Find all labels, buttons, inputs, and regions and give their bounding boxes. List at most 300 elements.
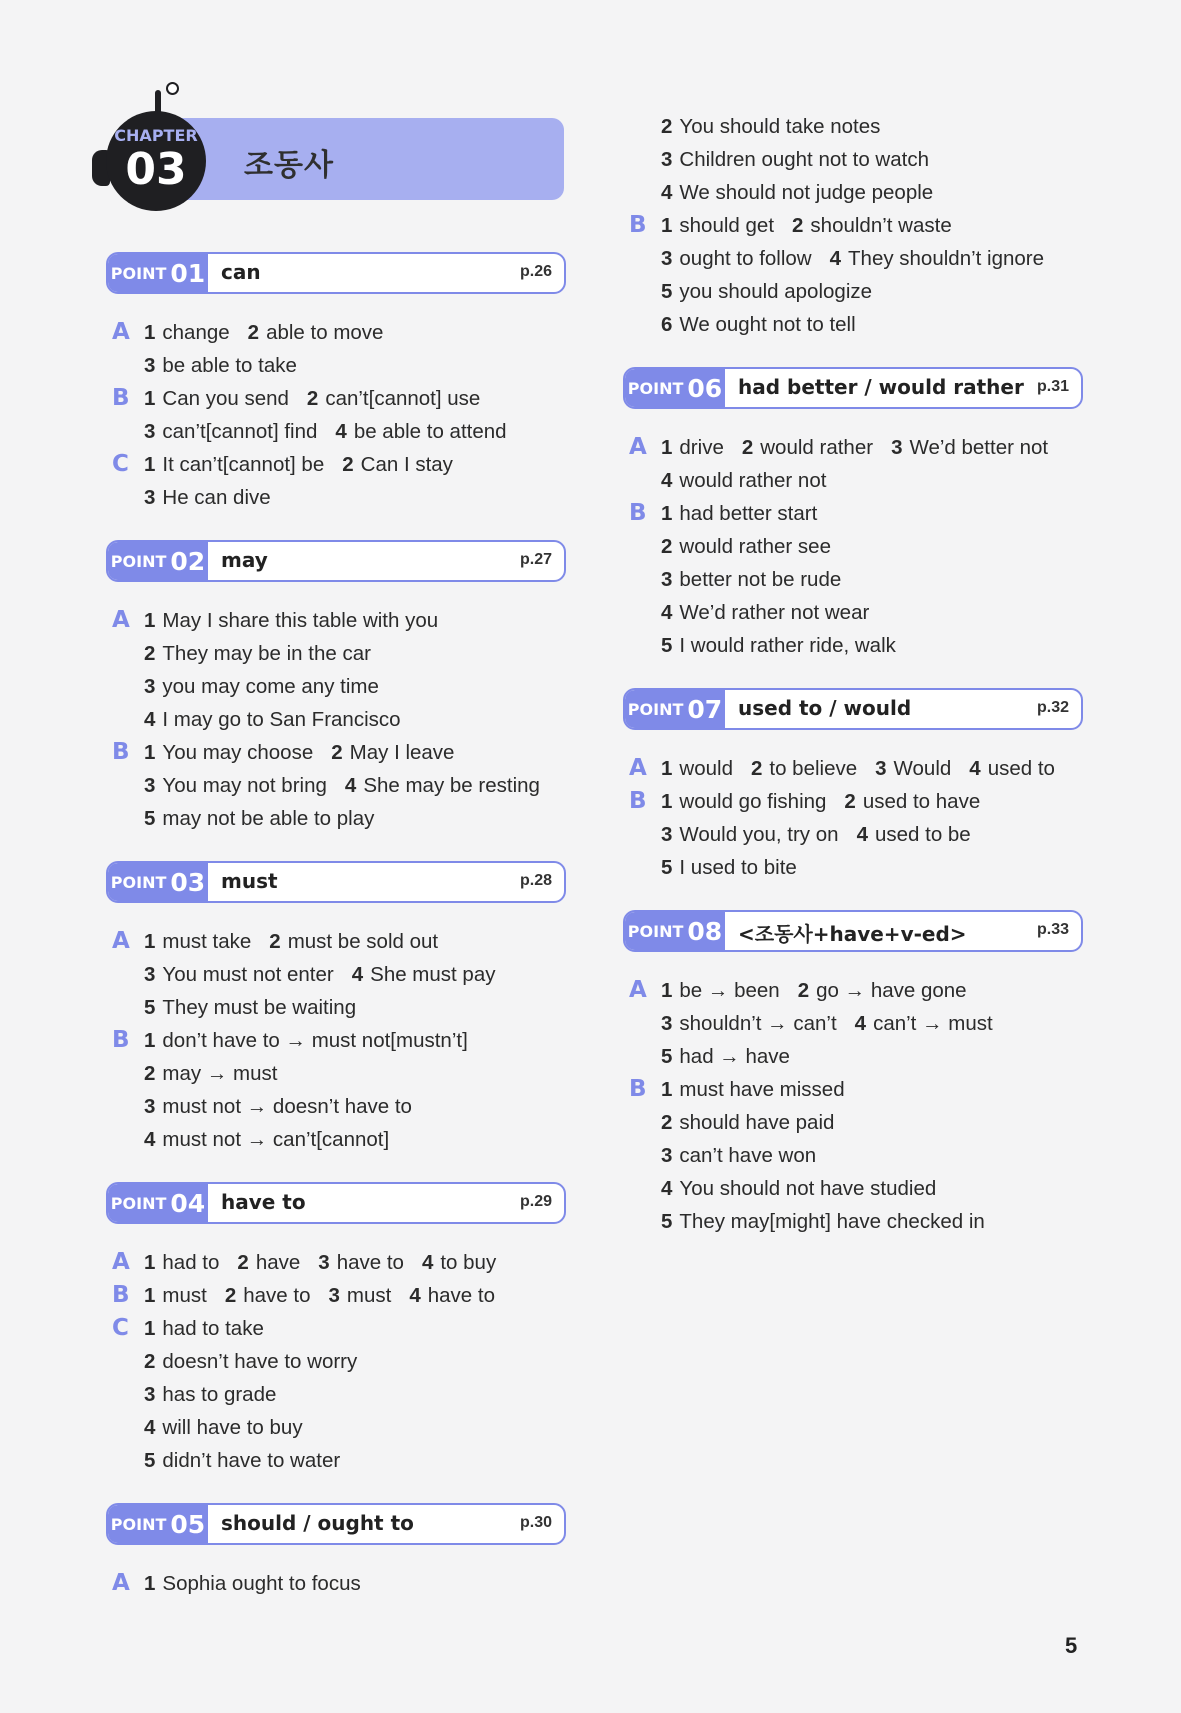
- answer-item: [144, 769, 327, 802]
- item-answer: ought to follow: [679, 247, 812, 270]
- point-number: 03: [170, 867, 206, 897]
- page-number: 5: [1065, 1633, 1078, 1658]
- item-answer: must take: [162, 930, 252, 953]
- badge-knob-icon: [166, 82, 179, 95]
- item-number: 3: [144, 675, 156, 698]
- answer-line: [661, 851, 1083, 884]
- point-group: [623, 910, 1083, 1238]
- item-answer: would: [679, 757, 733, 780]
- answer-line: [144, 382, 566, 415]
- point-tab: [108, 542, 208, 580]
- item-answer: drive: [679, 436, 724, 459]
- item-number: 2: [792, 214, 804, 237]
- answer-item: [345, 769, 540, 802]
- point-page-ref: p.26: [519, 263, 552, 280]
- point-title: should / ought to: [221, 1511, 414, 1535]
- item-answer: He can dive: [162, 486, 271, 509]
- section-letter: B: [629, 500, 647, 526]
- answer-item: [661, 1040, 790, 1073]
- item-answer: You must not enter: [162, 963, 334, 986]
- item-answer: You should not have studied: [679, 1177, 937, 1200]
- item-number: 1: [144, 609, 156, 632]
- point-title: must: [221, 869, 278, 893]
- answer-item: [661, 143, 929, 176]
- point-word: POINT: [110, 263, 167, 283]
- answer-item: [891, 431, 1048, 464]
- item-answer: have: [255, 1251, 301, 1274]
- answer-line: [661, 629, 1083, 662]
- item-number: 3: [318, 1251, 330, 1274]
- section-letter: A: [629, 434, 647, 460]
- item-number: 1: [661, 757, 673, 780]
- item-answer: can’t → must: [873, 1012, 993, 1035]
- item-answer: Children ought not to watch: [679, 148, 929, 171]
- item-answer: would go fishing: [679, 790, 827, 813]
- answer-item: [329, 1279, 392, 1312]
- point-tab: [108, 254, 208, 292]
- answer-item: [144, 637, 371, 670]
- answer-item: [661, 1007, 837, 1040]
- answer-line: [144, 1378, 566, 1411]
- item-number: 2: [144, 1350, 156, 1373]
- answer-item: [409, 1279, 495, 1312]
- answer-line: [144, 670, 566, 703]
- item-answer: has to grade: [162, 1383, 277, 1406]
- answer-item: [857, 818, 971, 851]
- point-title: can: [221, 260, 261, 284]
- answer-line: [144, 349, 566, 382]
- point-group: [106, 861, 566, 1156]
- item-answer: should have paid: [679, 1111, 835, 1134]
- item-number: 2: [144, 642, 156, 665]
- answer-item: [144, 1378, 276, 1411]
- item-answer: be able to take: [162, 354, 297, 377]
- item-number: 2: [741, 436, 754, 459]
- answer-item: [144, 802, 374, 835]
- answer-item: [661, 530, 831, 563]
- item-number: 1: [144, 930, 156, 953]
- item-answer: have to: [243, 1284, 311, 1307]
- answer-section: [106, 604, 566, 736]
- item-number: 3: [144, 774, 156, 797]
- item-number: 2: [661, 115, 673, 138]
- item-answer: You should take notes: [679, 115, 881, 138]
- item-number: 1: [144, 1572, 156, 1595]
- answer-item: [144, 349, 297, 382]
- item-number: 2: [269, 930, 281, 953]
- item-number: 1: [661, 502, 673, 525]
- item-number: 2: [331, 741, 343, 764]
- answer-line: [144, 637, 566, 670]
- item-answer: They may[might] have checked in: [679, 1210, 985, 1233]
- item-answer: shouldn’t → can’t: [679, 1012, 837, 1035]
- item-number: 3: [661, 247, 673, 270]
- point-number: 07: [687, 694, 723, 724]
- point-page-ref: p.31: [1036, 378, 1069, 395]
- answer-line: [661, 563, 1083, 596]
- point-header: [106, 1503, 566, 1545]
- answer-item: [144, 925, 251, 958]
- answer-item: [661, 275, 872, 308]
- answer-item: [144, 736, 313, 769]
- answer-item: [798, 974, 967, 1007]
- chapter-number: 03: [125, 144, 187, 195]
- item-answer: will have to buy: [162, 1416, 303, 1439]
- item-number: 1: [144, 453, 156, 476]
- answer-line: [144, 1246, 566, 1279]
- answer-line: [661, 110, 1083, 143]
- answer-line: [661, 143, 1083, 176]
- section-letter: C: [112, 451, 129, 477]
- point-tab: [108, 863, 208, 901]
- right-column-points: [623, 367, 1083, 1238]
- section-letter: B: [629, 1076, 647, 1102]
- answer-item: [792, 209, 952, 242]
- answer-item: [661, 563, 841, 596]
- point-word: POINT: [110, 872, 167, 892]
- item-answer: may not be able to play: [162, 807, 375, 830]
- answer-item: [661, 1205, 985, 1238]
- item-answer: may → must: [162, 1062, 278, 1085]
- answer-line: [144, 1024, 566, 1057]
- answer-line: [144, 1444, 566, 1477]
- item-answer: must not → doesn’t have to: [162, 1095, 412, 1118]
- item-number: 1: [661, 1078, 673, 1101]
- item-number: 4: [661, 469, 673, 492]
- point-number: 05: [170, 1509, 206, 1539]
- answer-section: [623, 209, 1083, 341]
- answer-section: [623, 110, 1083, 209]
- right-column-continuation: [623, 110, 1083, 341]
- item-number: 5: [661, 1210, 673, 1233]
- item-answer: would rather: [760, 436, 874, 459]
- item-number: 3: [661, 148, 673, 171]
- point-header: [623, 910, 1083, 952]
- item-answer: They must be waiting: [162, 996, 357, 1019]
- answer-line: [661, 1205, 1083, 1238]
- answer-section: [106, 448, 566, 514]
- item-number: 3: [661, 568, 673, 591]
- item-number: 5: [144, 1449, 156, 1472]
- answer-item: [969, 752, 1055, 785]
- item-answer: She must pay: [370, 963, 496, 986]
- item-answer: have to: [427, 1284, 495, 1307]
- point-header: [623, 367, 1083, 409]
- answer-line: [661, 497, 1083, 530]
- point-word: POINT: [110, 551, 167, 571]
- answer-item: [661, 818, 839, 851]
- item-number: 4: [661, 1177, 673, 1200]
- answer-line: [661, 176, 1083, 209]
- answer-line: [661, 275, 1083, 308]
- item-number: 3: [661, 1012, 673, 1035]
- answer-item: [144, 1312, 264, 1345]
- item-number: 6: [661, 313, 673, 336]
- point-page-ref: p.32: [1036, 699, 1069, 716]
- item-answer: Would: [893, 757, 952, 780]
- answer-item: [144, 1123, 389, 1156]
- answer-line: [144, 1567, 566, 1600]
- item-number: 1: [144, 387, 156, 410]
- item-number: 4: [856, 823, 868, 846]
- item-answer: used to: [987, 757, 1055, 780]
- answer-item: [661, 209, 774, 242]
- answer-item: [855, 1007, 993, 1040]
- point-word: POINT: [627, 378, 684, 398]
- item-number: 4: [344, 774, 357, 797]
- answer-item: [144, 1246, 219, 1279]
- item-number: 4: [661, 601, 673, 624]
- section-letter: B: [112, 1027, 130, 1053]
- item-number: 1: [661, 979, 673, 1002]
- item-number: 4: [969, 757, 981, 780]
- answer-item: [144, 1411, 303, 1444]
- answer-item: [269, 925, 438, 958]
- answer-item: [144, 991, 356, 1024]
- item-answer: They may be in the car: [162, 642, 371, 665]
- answer-item: [661, 110, 880, 143]
- point-word: POINT: [110, 1514, 167, 1534]
- answer-item: [661, 176, 933, 209]
- item-number: 3: [661, 1144, 673, 1167]
- answer-item: [751, 752, 857, 785]
- section-letter: A: [629, 755, 647, 781]
- item-answer: can’t have won: [679, 1144, 817, 1167]
- answer-line: [661, 530, 1083, 563]
- item-number: 4: [421, 1251, 434, 1274]
- item-answer: to buy: [440, 1251, 497, 1274]
- item-number: 1: [144, 1251, 156, 1274]
- answer-item: [661, 974, 780, 1007]
- section-letter: A: [112, 1570, 130, 1596]
- answer-item: [144, 415, 317, 448]
- item-number: 4: [829, 247, 842, 270]
- item-number: 2: [306, 387, 319, 410]
- chapter-banner: [144, 118, 564, 200]
- answer-item: [661, 752, 733, 785]
- chapter-header: [84, 78, 564, 208]
- item-answer: Can you send: [162, 387, 289, 410]
- answer-line: [661, 596, 1083, 629]
- answer-item: [661, 308, 856, 341]
- answer-item: [352, 958, 496, 991]
- item-answer: can’t[cannot] find: [162, 420, 318, 443]
- answer-line: [144, 769, 566, 802]
- item-answer: Can I stay: [360, 453, 453, 476]
- point-header: [106, 1182, 566, 1224]
- answer-section: [106, 1567, 566, 1600]
- answer-item: [342, 448, 453, 481]
- answer-section: [106, 316, 566, 382]
- answer-line: [144, 991, 566, 1024]
- answer-line: [144, 1345, 566, 1378]
- point-header: [106, 861, 566, 903]
- chapter-title: 조동사: [244, 148, 334, 183]
- item-number: 4: [854, 1012, 867, 1035]
- item-answer: be able to attend: [353, 420, 507, 443]
- answer-section: [106, 382, 566, 448]
- item-answer: must have missed: [679, 1078, 845, 1101]
- answer-item: [661, 1073, 845, 1106]
- answer-section: [623, 431, 1083, 497]
- answer-line: [144, 415, 566, 448]
- section-letter: C: [112, 1315, 129, 1341]
- answer-section: [106, 925, 566, 1024]
- answer-section: [623, 785, 1083, 884]
- point-tab: [108, 1184, 208, 1222]
- item-number: 2: [750, 757, 763, 780]
- point-number: 01: [170, 258, 206, 288]
- section-letter: B: [112, 385, 130, 411]
- answer-item: [742, 431, 873, 464]
- item-answer: Would you, try on: [679, 823, 839, 846]
- item-answer: must: [346, 1284, 392, 1307]
- item-answer: should get: [679, 214, 775, 237]
- item-answer: It can’t[cannot] be: [162, 453, 325, 476]
- answer-item: [144, 1057, 277, 1090]
- answer-section: [623, 974, 1083, 1073]
- item-answer: We’d better not: [909, 436, 1049, 459]
- answer-line: [144, 958, 566, 991]
- point-number: 04: [170, 1188, 206, 1218]
- item-number: 5: [661, 856, 673, 879]
- answer-line: [661, 818, 1083, 851]
- answer-item: [144, 1345, 357, 1378]
- item-answer: We’d rather not wear: [679, 601, 870, 624]
- answer-item: [144, 481, 271, 514]
- item-answer: You may choose: [162, 741, 314, 764]
- answer-line: [144, 1411, 566, 1444]
- item-number: 1: [144, 1317, 156, 1340]
- point-group: [106, 540, 566, 835]
- answer-line: [661, 1073, 1083, 1106]
- item-answer: used to be: [874, 823, 971, 846]
- answer-line: [144, 1312, 566, 1345]
- item-answer: you may come any time: [162, 675, 379, 698]
- answer-item: [248, 316, 384, 349]
- answer-section: [623, 1073, 1083, 1238]
- item-number: 5: [661, 280, 673, 303]
- item-number: 2: [144, 1062, 156, 1085]
- item-number: 3: [328, 1284, 340, 1307]
- item-answer: We ought not to tell: [679, 313, 856, 336]
- answer-line: [661, 242, 1083, 275]
- section-letter: A: [112, 319, 130, 345]
- point-page-ref: p.33: [1036, 921, 1069, 938]
- point-title: have to: [221, 1190, 306, 1214]
- point-word: POINT: [110, 1193, 167, 1213]
- answer-item: [661, 851, 797, 884]
- item-answer: would rather not: [679, 469, 827, 492]
- answer-line: [661, 464, 1083, 497]
- item-answer: would rather see: [679, 535, 831, 558]
- answer-line: [661, 1007, 1083, 1040]
- item-number: 5: [661, 634, 673, 657]
- answer-item: [144, 670, 379, 703]
- point-title: used to / would: [738, 696, 912, 720]
- item-number: 3: [144, 963, 156, 986]
- left-column: [106, 252, 566, 1626]
- item-number: 3: [144, 486, 156, 509]
- point-title: may: [221, 548, 268, 572]
- point-word: POINT: [627, 921, 684, 941]
- answer-line: [661, 1040, 1083, 1073]
- item-number: 4: [144, 708, 156, 731]
- item-answer: May I leave: [349, 741, 455, 764]
- item-answer: had better start: [679, 502, 818, 525]
- answer-section: [106, 1024, 566, 1156]
- answer-item: [318, 1246, 404, 1279]
- answer-line: [661, 1106, 1083, 1139]
- section-letter: A: [629, 977, 647, 1003]
- item-number: 3: [144, 1095, 156, 1118]
- answer-item: [661, 785, 826, 818]
- point-header: [106, 540, 566, 582]
- item-answer: you should apologize: [679, 280, 873, 303]
- item-number: 2: [661, 535, 673, 558]
- point-page-ref: p.29: [519, 1193, 552, 1210]
- item-answer: go → have gone: [816, 979, 967, 1002]
- section-letter: B: [629, 212, 647, 238]
- answer-line: [144, 1057, 566, 1090]
- item-number: 2: [797, 979, 810, 1002]
- point-number: 02: [170, 546, 206, 576]
- point-tab: [625, 369, 725, 407]
- answer-section: [106, 1279, 566, 1312]
- item-answer: can’t[cannot] use: [325, 387, 481, 410]
- answer-item: [422, 1246, 496, 1279]
- answer-item: [335, 415, 506, 448]
- answer-section: [623, 752, 1083, 785]
- item-answer: We should not judge people: [679, 181, 934, 204]
- item-answer: be → been: [679, 979, 780, 1002]
- point-page-ref: p.30: [519, 1514, 552, 1531]
- answer-item: [661, 464, 826, 497]
- answer-item: [144, 1090, 412, 1123]
- answer-line: [661, 1139, 1083, 1172]
- point-tab: [625, 690, 725, 728]
- point-title: <조동사+have+v-ed>: [738, 922, 967, 946]
- answer-item: [661, 1172, 936, 1205]
- answer-item: [661, 629, 896, 662]
- item-number: 4: [661, 181, 673, 204]
- item-number: 4: [335, 420, 347, 443]
- answer-item: [144, 1444, 340, 1477]
- item-answer: have to: [336, 1251, 404, 1274]
- item-answer: I would rather ride, walk: [679, 634, 896, 657]
- item-answer: They shouldn’t ignore: [848, 247, 1045, 270]
- answer-line: [144, 1123, 566, 1156]
- answer-section: [106, 1246, 566, 1279]
- item-number: 1: [661, 214, 673, 237]
- answer-line: [661, 1172, 1083, 1205]
- item-number: 2: [844, 790, 856, 813]
- section-letter: A: [112, 928, 130, 954]
- item-answer: shouldn’t waste: [810, 214, 952, 237]
- section-letter: A: [112, 1249, 130, 1275]
- point-group: [623, 688, 1083, 884]
- item-number: 1: [144, 1284, 156, 1307]
- point-header: [106, 252, 566, 294]
- item-number: 5: [144, 807, 156, 830]
- answer-line: [661, 974, 1083, 1007]
- item-number: 3: [891, 436, 903, 459]
- item-number: 4: [144, 1128, 156, 1151]
- answer-line: [661, 752, 1083, 785]
- answer-item: [144, 448, 324, 481]
- answer-item: [307, 382, 480, 415]
- item-answer: to believe: [769, 757, 858, 780]
